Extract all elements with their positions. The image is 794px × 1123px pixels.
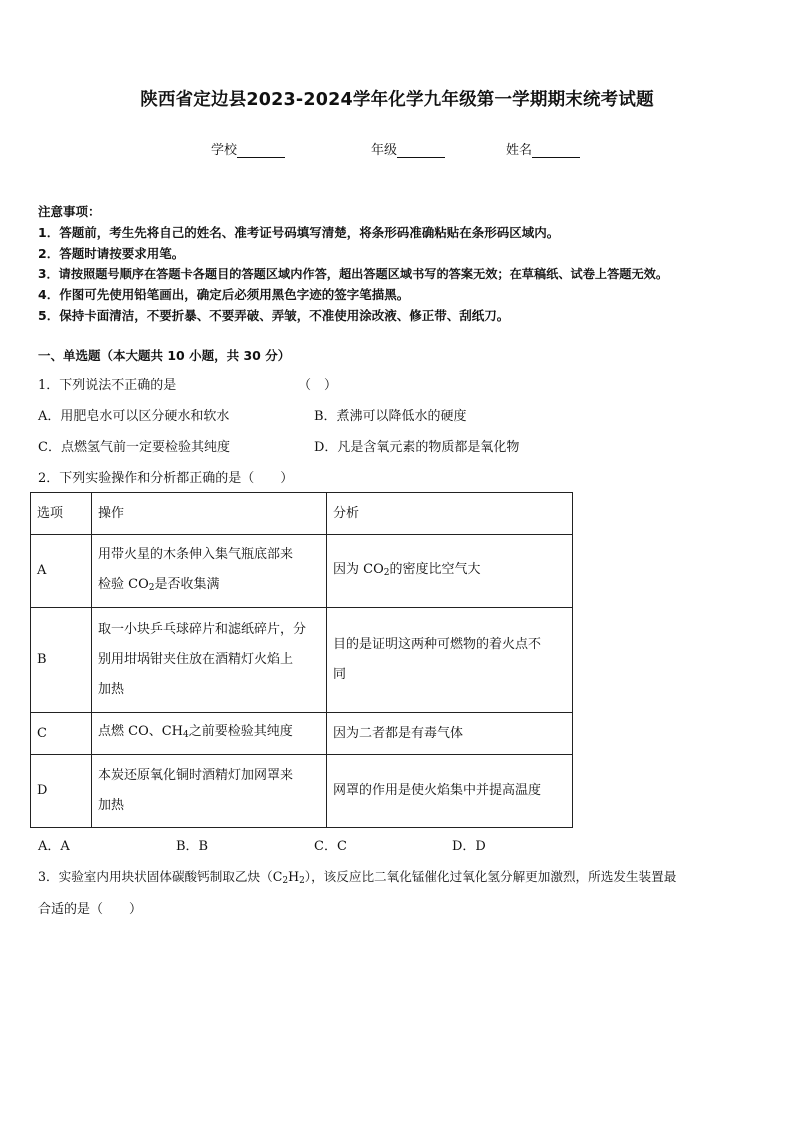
operation-line: 加热: [98, 798, 125, 813]
school-field[interactable]: [211, 139, 285, 158]
row-operation: [92, 535, 327, 608]
school-label: 学校: [211, 143, 238, 158]
operation-line: 用带火星的木条伸入集气瓶底部来: [98, 546, 294, 562]
table-header-row: [31, 493, 573, 535]
table-row: [31, 713, 573, 755]
operation-line: 本炭还原氧化铜时酒精灯加网罩来: [98, 768, 294, 783]
row-operation: [92, 755, 327, 828]
notes-block: [38, 202, 668, 327]
row-option: C: [31, 713, 92, 755]
row-analysis: 因为二者都是有毒气体: [327, 713, 573, 755]
school-blank[interactable]: [237, 143, 285, 158]
q1-stem: 1．下列说法不正确的是: [38, 378, 177, 393]
grade-label: 年级: [371, 143, 398, 158]
q3-stem-line2: 合适的是（ ）: [38, 902, 143, 917]
q1-option-d[interactable]: D．凡是含氧元素的物质都是氧化物: [314, 440, 520, 455]
q3-stem-line1: 3．实验室内用块状固体碳酸钙制取乙炔$(C_2H_2)$，该反应比二氧化锰催化过氧化氢分解更加激烈，所选发生装置最: [38, 869, 677, 886]
q1-option-c[interactable]: C．点燃氢气前一定要检验其纯度: [38, 440, 230, 455]
name-label: 姓名: [506, 143, 533, 158]
q2-answer-b[interactable]: B．B: [176, 839, 209, 854]
note-item: 3．请按照题号顺序在答题卡各题目的答题区域内作答，超出答题区域书写的答案无效；在草稿纸、试卷上答题无效。: [38, 267, 669, 282]
q1-option-a[interactable]: A．用肥皂水可以区分硬水和软水: [38, 409, 230, 424]
grade-field[interactable]: [371, 139, 445, 158]
q1-option-b[interactable]: B．煮沸可以降低水的硬度: [314, 409, 467, 424]
note-item: 5．保持卡面清洁，不要折暴、不要弄破、弄皱，不准使用涂改液、修正带、刮纸刀。: [38, 307, 510, 323]
table-row: [31, 608, 573, 713]
header-analysis: 分析: [327, 493, 573, 535]
operation-line: 检验 $CO_2$是否收集满: [98, 576, 220, 593]
row-analysis: [327, 608, 573, 713]
grade-blank[interactable]: [397, 143, 445, 158]
row-option: D: [31, 755, 92, 828]
name-field[interactable]: [506, 139, 580, 158]
row-option: B: [31, 608, 92, 713]
row-analysis: 因为 $CO_2$的密度比空气大: [327, 535, 573, 608]
row-operation: [92, 608, 327, 713]
q2-table: [30, 492, 573, 828]
note-item: 4．作图可先使用铅笔画出，确定后必须用黑色字迹的签字笔描黑。: [38, 287, 410, 303]
header-operation: 操作: [92, 493, 327, 535]
page-title: 陕西省定边县2023-2024学年化学九年级第一学期期末统考试题: [140, 90, 654, 110]
row-operation: 点燃 CO、$CH_4$之前要检验其纯度: [92, 713, 327, 755]
table-row: [31, 535, 573, 608]
row-option: A: [31, 535, 92, 608]
q1-paren: （ ）: [298, 378, 338, 393]
name-blank[interactable]: [532, 143, 580, 158]
note-item: 2．答题时请按要求用笔。: [38, 245, 185, 261]
q2-stem: 2．下列实验操作和分析都正确的是（ ）: [38, 471, 294, 486]
section-heading: 一、单选题（本大题共 10 小题，共 30 分）: [38, 348, 291, 363]
operation-line: 别用坩埚钳夹住放在酒精灯火焰上: [98, 652, 294, 667]
operation-line: 取一小块乒乓球碎片和滤纸碎片，分: [98, 622, 307, 637]
notes-heading: 注意事项：: [38, 204, 101, 219]
table-row: [31, 755, 573, 828]
header-option: 选项: [31, 493, 92, 535]
analysis-line: 同: [333, 667, 347, 682]
q2-answer-c[interactable]: C．C: [314, 839, 347, 854]
operation-line: 加热: [98, 682, 125, 697]
row-analysis: 网罩的作用是使火焰集中并提高温度: [327, 755, 573, 828]
note-item: 1．答题前，考生先将自己的姓名、准考证号码填写清楚，将条形码准确粘贴在条形码区域内。: [38, 224, 560, 240]
q2-answer-d[interactable]: D．D: [452, 839, 486, 854]
analysis-line: 目的是证明这两种可燃物的着火点不: [333, 637, 542, 652]
q2-answer-a[interactable]: A．A: [38, 839, 70, 854]
